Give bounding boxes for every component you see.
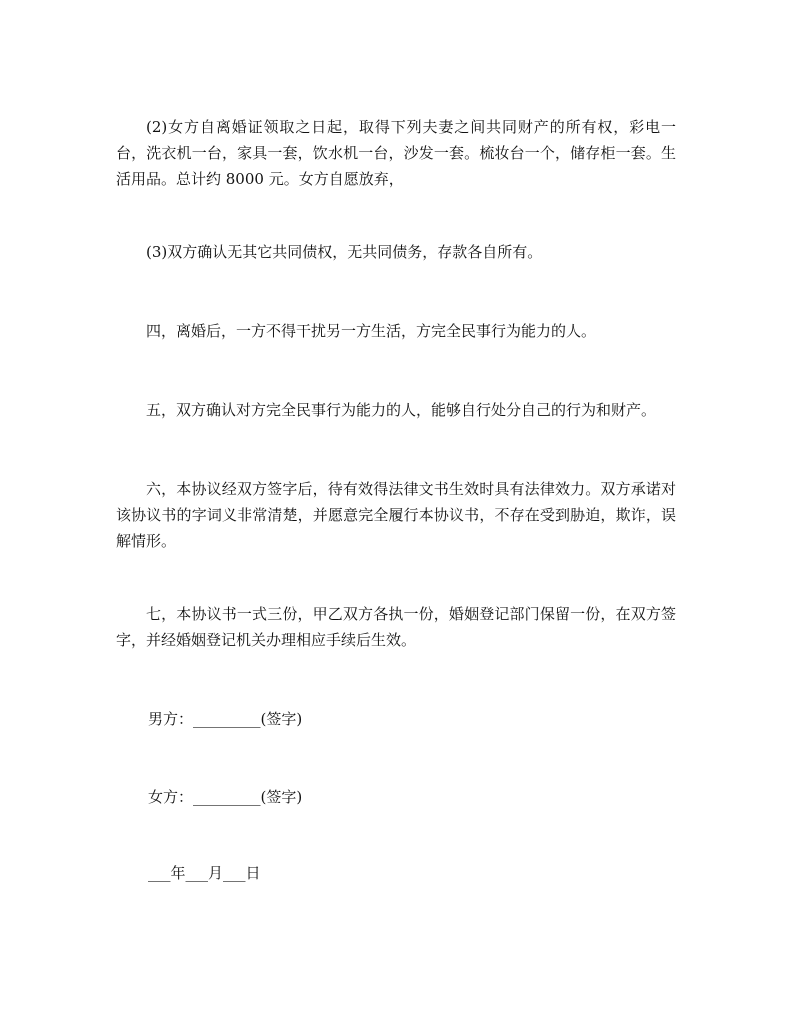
paragraph-clause-five: 五，双方确认对方完全民事行为能力的人，能够自行处分自己的行为和财产。 [146, 401, 657, 419]
paragraph-clause-four: 四，离婚后，一方不得干扰另一方生活，方完全民事行为能力的人。 [146, 322, 597, 340]
signature-female-line: 女方：_________(签字) [148, 788, 303, 806]
date-line: ___年___月___日 [148, 864, 261, 882]
paragraph-clause-six: 六，本协议经双方签字后，待有效得法律文书生效时具有法律效力。双方承诺对该协议书的字词义非常清楚，并愿意完全履行本协议书，不存在受到胁迫，欺诈，误解情形。 [116, 480, 676, 550]
signature-male-line: 男方：_________(签字) [148, 710, 303, 728]
paragraph-property-female: (2)女方自离婚证领取之日起，取得下列夫妻之间共同财产的所有权，彩电一台，洗衣机一台，家具一套，饮水机一台，沙发一套。梳妆台一个，储存柜一套。生活用品。总计约 8000 元。女方自愿放弃， [116, 118, 676, 188]
paragraph-clause-seven: 七，本协议书一式三份，甲乙双方各执一份，婚姻登记部门保留一份，在双方签字，并经婚姻登记机关办理相应手续后生效。 [116, 605, 676, 649]
paragraph-debts: (3)双方确认无其它共同债权，无共同债务，存款各自所有。 [146, 243, 543, 261]
